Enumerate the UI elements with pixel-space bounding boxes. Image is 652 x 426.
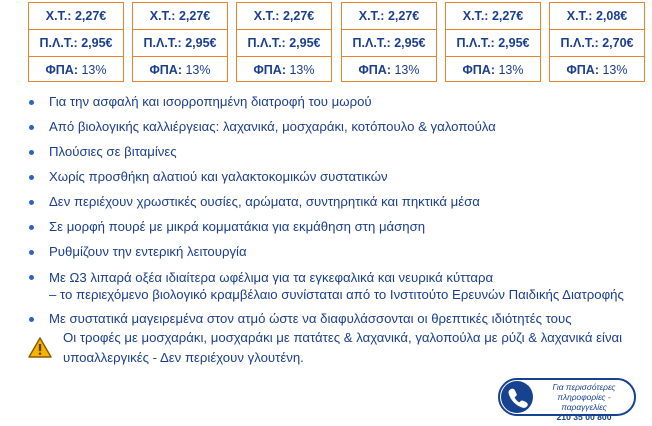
price-box <box>236 2 332 82</box>
price-xt-row: Χ.Τ.: 2,27€ <box>358 9 420 23</box>
price-box <box>28 2 124 82</box>
contact-text <box>534 382 634 422</box>
price-box <box>445 2 541 82</box>
price-fpa-row: ΦΠΑ: 13% <box>550 56 644 83</box>
price-plt-row: Π.Λ.Τ.: 2,95€ <box>446 29 540 56</box>
contact-badge <box>498 378 636 422</box>
feature-item: Με συστατικά μαγειρεμένα στον ατμό ώστε να διαφυλάσσονται οι θρεπτικές ιδιότητές τους <box>18 311 638 327</box>
price-box <box>132 2 228 82</box>
bullet-icon <box>29 100 34 105</box>
bullet-icon <box>29 150 34 155</box>
price-fpa-row: ΦΠΑ: 13% <box>133 56 227 83</box>
feature-item: Με Ω3 λιπαρά οξέα ιδιαίτερα ωφέλιμα για τα εγκεφαλικά και νευρικά κύτταρα – το περιεχόμενο βιολογικό κραμβέλαιο συνίσταται από το Ινστιτούτο Ερευνών Παιδικής Διατροφής <box>18 269 638 303</box>
feature-item: Σε μορφή πουρέ με μικρά κομματάκια για εκμάθηση στη μάσηση <box>18 219 638 235</box>
notice-text: Οι τροφές με μοσχαράκι, μοσχαράκι με πατάτες & λαχανικά, γαλοπούλα με ρύζι & λαχανικά είναι υποαλλεργικές - Δεν περιέχουν γλουτένη. <box>63 330 623 365</box>
price-xt-row: Χ.Τ.: 2,27€ <box>462 9 524 23</box>
price-xt-row: Χ.Τ.: 2,27€ <box>253 9 315 23</box>
feature-item: Δεν περιέχουν χρωστικές ουσίες, αρώματα, συντηρητικά και πηκτικά μέσα <box>18 194 638 210</box>
price-fpa-row: ΦΠΑ: 13% <box>446 56 540 83</box>
warning-icon <box>28 337 52 358</box>
bullet-icon <box>29 317 34 322</box>
price-fpa-row: ΦΠΑ: 13% <box>342 56 436 83</box>
feature-item: Ρυθμίζουν την εντερική λειτουργία <box>18 244 638 260</box>
feature-item: Πλούσιες σε βιταμίνες <box>18 144 638 160</box>
bullet-icon <box>29 175 34 180</box>
price-xt-row: Χ.Τ.: 2,27€ <box>149 9 211 23</box>
price-boxes <box>0 2 652 84</box>
feature-item: Χωρίς προσθήκη αλατιού και γαλακτοκομικών συστατικών <box>18 169 638 185</box>
feature-item: Για την ασφαλή και ισορροπημένη διατροφή του μωρού <box>18 94 638 110</box>
price-xt-row: Χ.Τ.: 2,08€ <box>566 9 628 23</box>
contact-line-2: πληροφορίες - παραγγελίες <box>557 392 611 412</box>
bullet-icon <box>29 275 34 280</box>
price-xt-row: Χ.Τ.: 2,27€ <box>45 9 107 23</box>
price-fpa-row: ΦΠΑ: 13% <box>29 56 123 83</box>
contact-phone: 210 35 00 800 <box>556 412 612 422</box>
price-plt-row: Π.Λ.Τ.: 2,70€ <box>550 29 644 56</box>
price-box <box>341 2 437 82</box>
contact-line-1: Για περισσότερες <box>552 382 616 392</box>
price-plt-row: Π.Λ.Τ.: 2,95€ <box>133 29 227 56</box>
allergy-notice <box>28 328 628 368</box>
phone-icon <box>501 381 533 413</box>
bullet-icon <box>29 250 34 255</box>
bullet-icon <box>29 225 34 230</box>
bullet-icon <box>29 125 34 130</box>
price-plt-row: Π.Λ.Τ.: 2,95€ <box>342 29 436 56</box>
feature-item: Από βιολογικής καλλιέργειας: λαχανικά, μοσχαράκι, κοτόπουλο & γαλοπούλα <box>18 119 638 135</box>
price-plt-row: Π.Λ.Τ.: 2,95€ <box>29 29 123 56</box>
bullet-icon <box>29 200 34 205</box>
price-box <box>549 2 645 82</box>
price-plt-row: Π.Λ.Τ.: 2,95€ <box>237 29 331 56</box>
feature-list <box>18 94 638 327</box>
feature-subtext: – το περιεχόμενο βιολογικό κραμβέλαιο συνίσταται από το Ινστιτούτο Ερευνών Παιδικής Διατροφής <box>49 287 624 302</box>
price-fpa-row: ΦΠΑ: 13% <box>237 56 331 83</box>
